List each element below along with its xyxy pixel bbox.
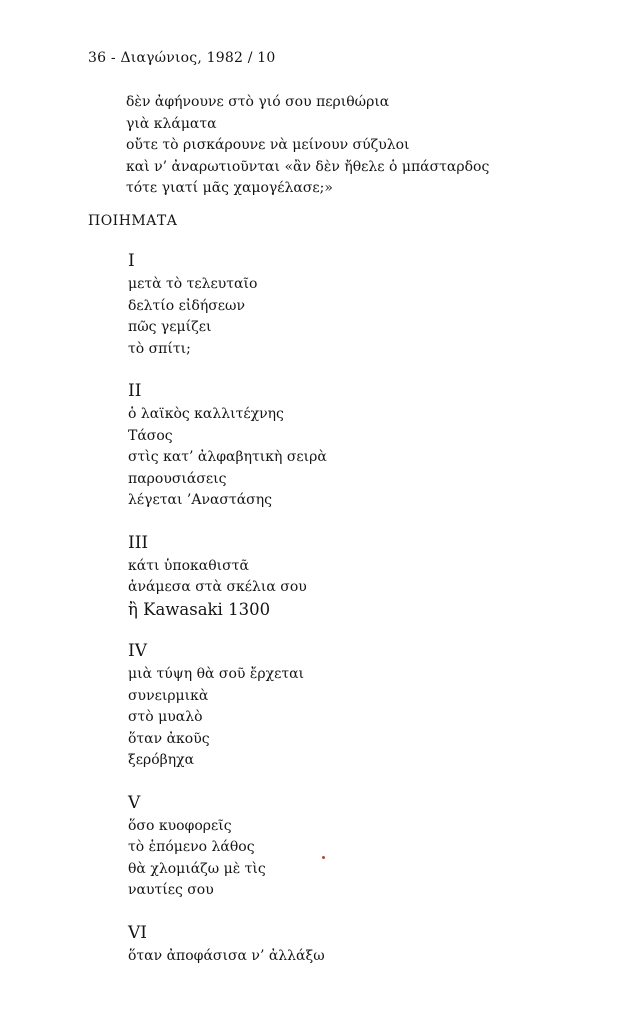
intro-line: καὶ ν’ ἀναρωτιοῦνται «ἂν δὲν ἤθελε ὁ μπάσταρδος — [126, 158, 490, 175]
ink-speck — [322, 856, 325, 859]
intro-line: γιὰ κλάματα — [126, 115, 217, 132]
poem-line: ὅσο κυοφορεῖς — [128, 817, 232, 834]
poem-numeral: I — [128, 251, 135, 271]
poem-line: μιὰ τύψη θὰ σοῦ ἔρχεται — [128, 666, 305, 682]
poem-line: στὸ μυαλὸ — [128, 709, 203, 725]
poem-line: θὰ χλομιάζω μὲ τὶς — [128, 860, 266, 877]
poem-line: ὅταν ἀκοῦς — [128, 730, 210, 747]
intro-line: δὲν ἀφήνουνε στὸ γιό σου περιθώρια — [126, 94, 390, 110]
poem-numeral: V — [128, 792, 141, 813]
poems-list — [128, 250, 327, 987]
poem-2 — [128, 380, 327, 512]
intro-line: οὔτε τὸ ρισκάρουνε νὰ μείνουν σύζυλοι — [126, 137, 410, 153]
poem-line: ἀνάμεσα στὰ σκέλια σου — [128, 579, 307, 595]
running-head: 36 - Διαγώνιος, 1982 / 10 — [88, 50, 276, 66]
section-title: ΠΟΙΗΜΑΤΑ — [88, 213, 178, 229]
poem-line: Τάσος — [128, 427, 173, 444]
poem-line: παρουσιάσεις — [128, 470, 227, 487]
poem-line: στὶς κατ’ ἀλφαβητικὴ σειρὰ — [128, 449, 327, 465]
poem-line: ξερόβηχα — [128, 752, 195, 768]
intro-stanza — [126, 92, 489, 200]
poem-1 — [128, 250, 327, 360]
poem-line: ἢ Kawasaki 1300 — [128, 599, 271, 619]
poem-line: δελτίο εἰδήσεων — [128, 297, 245, 314]
poem-numeral: III — [128, 532, 149, 553]
poem-line: πῶς γεμίζει — [128, 319, 212, 335]
poem-line: τὸ ἑπόμενο λάθος — [128, 839, 255, 855]
poem-line: συνειρμικὰ — [128, 687, 209, 704]
poem-line: κάτι ὑποκαθιστᾶ — [128, 557, 249, 574]
poem-4 — [128, 640, 327, 772]
poem-numeral: IV — [128, 641, 147, 661]
poem-5 — [128, 792, 327, 902]
poem-line: ὅταν ἀποφάσισα ν’ ἀλλάξω — [128, 947, 325, 964]
poem-line: μετὰ τὸ τελευταῖο — [128, 276, 258, 292]
poem-line: ναυτίες σου — [128, 882, 214, 898]
poem-numeral: II — [128, 381, 142, 401]
poem-line: ὁ λαϊκὸς καλλιτέχνης — [128, 406, 284, 422]
poem-numeral: VI — [128, 922, 147, 943]
poem-line: λέγεται ’Αναστάσης — [128, 492, 272, 508]
poem-3 — [128, 532, 327, 621]
intro-line: τότε γιατί μᾶς χαμογέλασε;» — [126, 180, 333, 196]
poem-line: τὸ σπίτι; — [128, 340, 191, 357]
poem-6 — [128, 922, 327, 968]
